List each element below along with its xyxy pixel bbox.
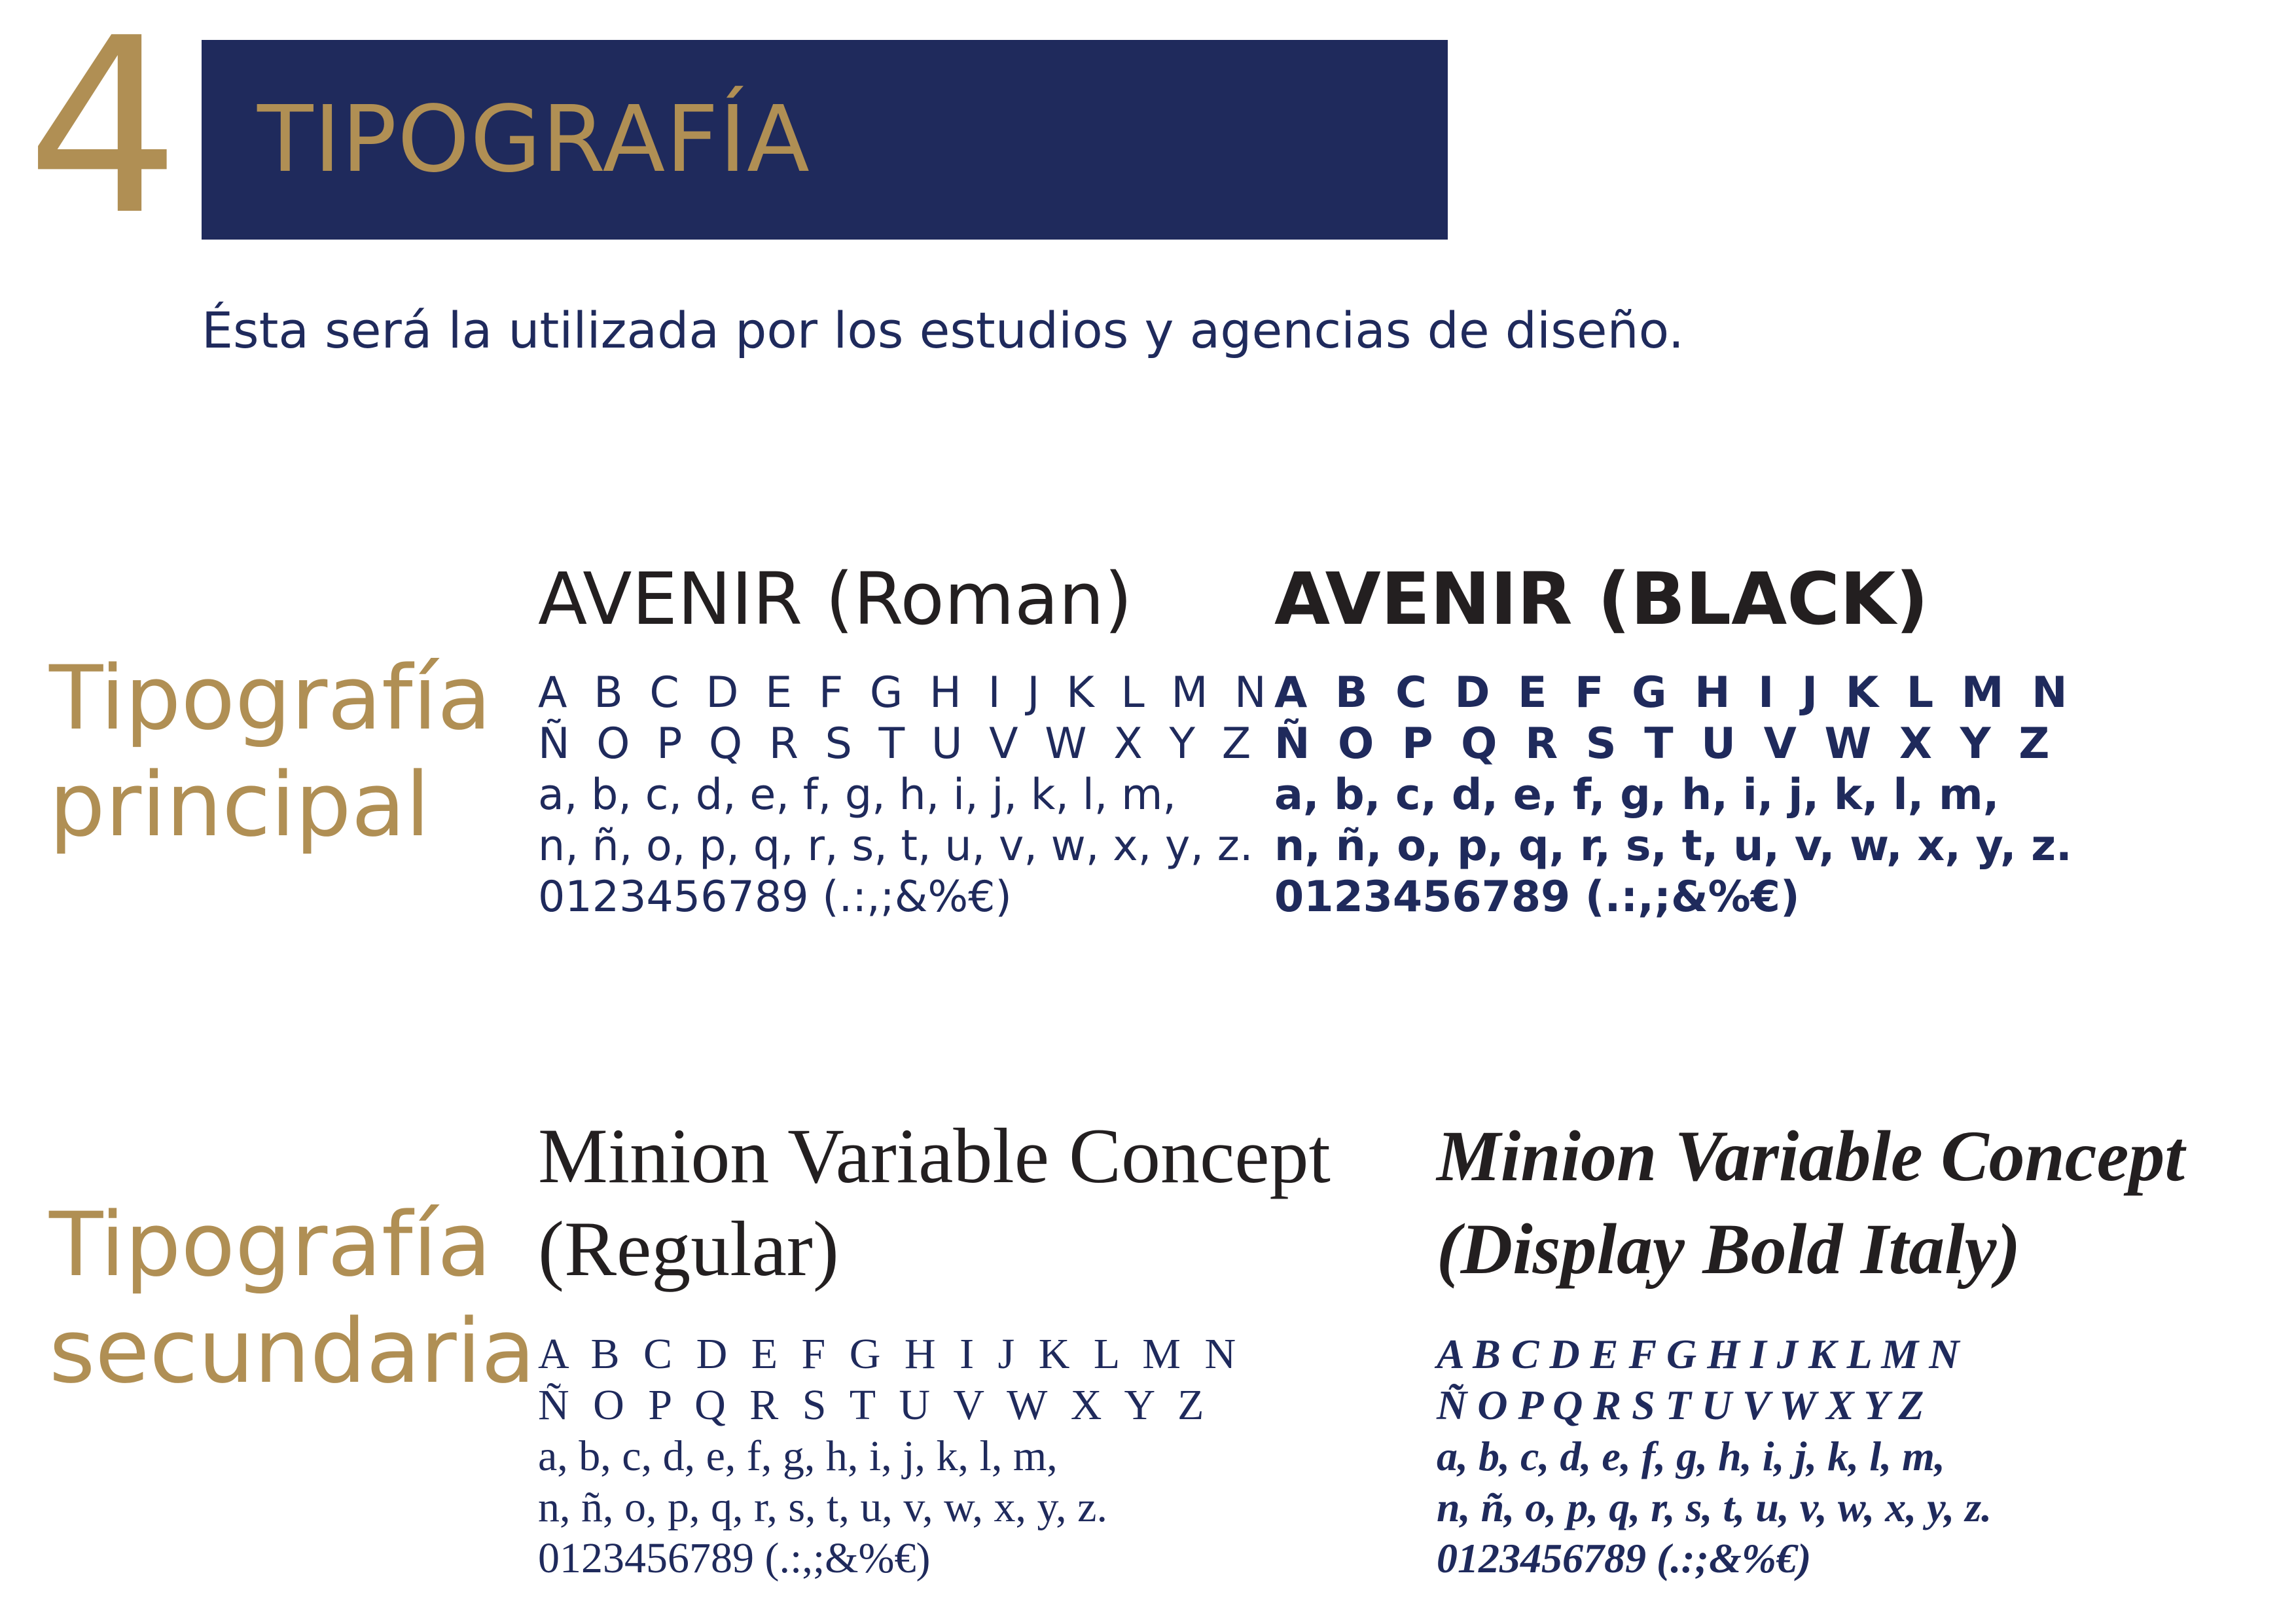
principal-label	[49, 645, 492, 858]
specimen-uppercase-line1: A B C D E F G H I J K L M N	[538, 1330, 1243, 1378]
specimen-lowercase-line1: a, b, c, d, e, f, g, h, i, j, k, l, m,	[1274, 770, 2000, 820]
intro-text: Ésta será la utilizada por los estudios y agencias de diseño.	[202, 301, 1684, 359]
minion-regular-name-line1: Minion Variable Concept	[538, 1112, 1331, 1199]
minion-bold-italic-specimen	[1437, 1329, 1992, 1584]
minion-bold-italic-name-line1: Minion Variable Concept	[1437, 1116, 2185, 1196]
principal-label-line1: Tipografía	[49, 647, 492, 749]
secundaria-label	[49, 1191, 535, 1405]
specimen-numerals-line: 0123456789 (.:,;&%€)	[538, 873, 1012, 922]
avenir-black-name: AVENIR (BLACK)	[1274, 557, 1929, 641]
specimen-uppercase-line1: A B C D E F G H I J K L M N	[538, 668, 1273, 717]
specimen-uppercase-line2: Ñ O P Q R S T U V W X Y Z	[538, 1381, 1211, 1429]
minion-regular-name	[538, 1110, 1331, 1295]
specimen-numerals-line: 0123456789 (.:,;&%€)	[538, 1534, 931, 1582]
avenir-roman-name: AVENIR (Roman)	[538, 557, 1132, 641]
secundaria-label-line2: secundaria	[49, 1300, 535, 1403]
specimen-uppercase-line2: Ñ O P Q R S T U V W X Y Z	[538, 719, 1258, 768]
specimen-lowercase-line2: n, ñ, o, p, q, r, s, t, u, v, w, x, y, z.	[538, 821, 1253, 871]
specimen-lowercase-line2: n, ñ, o, p, q, r, s, t, u, v, w, x, y, z.	[538, 1483, 1107, 1531]
specimen-uppercase-line2: Ñ O P Q R S T U V W X Y Z	[1437, 1382, 1924, 1428]
specimen-lowercase-line1: a, b, c, d, e, f, g, h, i, j, k, l, m,	[1437, 1433, 1945, 1479]
avenir-roman-specimen	[538, 668, 1273, 923]
specimen-lowercase-line1: a, b, c, d, e, f, g, h, i, j, k, l, m,	[538, 1432, 1058, 1480]
specimen-lowercase-line2: n, ñ, o, p, q, r, s, t, u, v, w, x, y, z.	[1274, 821, 2072, 871]
specimen-uppercase-line1: A B C D E F G H I J K L M N	[1274, 668, 2074, 717]
specimen-numerals-line: 0123456789 (.:;&%€)	[1437, 1535, 1812, 1581]
secundaria-label-line1: Tipografía	[49, 1193, 492, 1296]
section-number: 4	[26, 0, 181, 268]
avenir-black-specimen	[1274, 668, 2073, 923]
page-title: TIPOGRAFÍA	[257, 86, 810, 193]
specimen-uppercase-line2: Ñ O P Q R S T U V W X Y Z	[1274, 719, 2056, 768]
minion-bold-italic-name	[1437, 1110, 2185, 1295]
minion-regular-specimen	[538, 1329, 1242, 1584]
title-banner	[202, 40, 1448, 240]
minion-bold-italic-name-line2: (Display Bold Italy)	[1437, 1209, 2021, 1289]
principal-label-line2: principal	[49, 753, 430, 856]
specimen-uppercase-line1: A B C D E F G H I J K L M N	[1437, 1331, 1960, 1377]
specimen-lowercase-line2: n, ñ, o, p, q, r, s, t, u, v, w, x, y, z.	[1437, 1484, 1992, 1530]
minion-regular-name-line2: (Regular)	[538, 1205, 839, 1292]
specimen-lowercase-line1: a, b, c, d, e, f, g, h, i, j, k, l, m,	[538, 770, 1177, 820]
specimen-numerals-line: 0123456789 (.:,;&%€)	[1274, 873, 1800, 922]
